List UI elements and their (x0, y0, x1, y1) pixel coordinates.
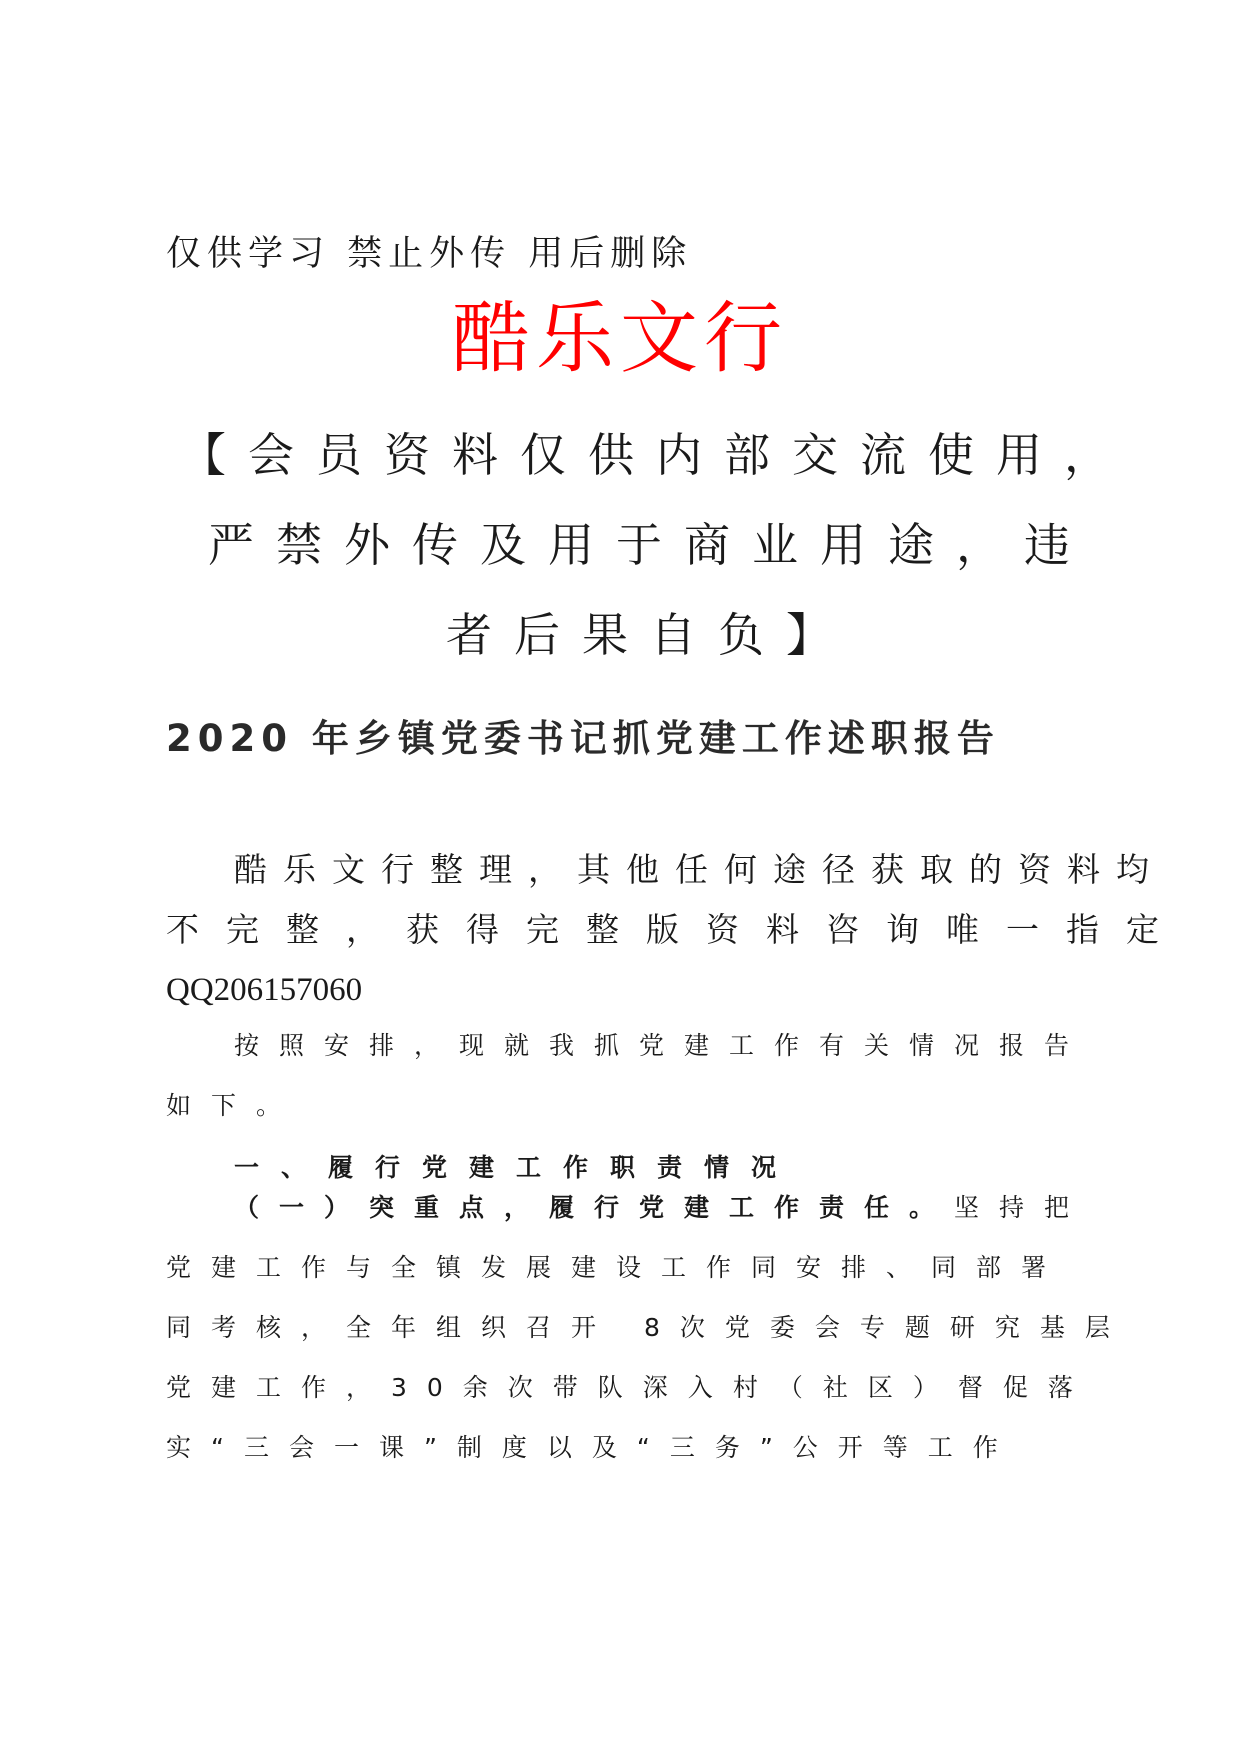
section-line-3: 同考核，全年组织召开 8次党委会专题研究基层 (166, 1313, 1130, 1342)
qq-contact: QQ206157060 (166, 972, 363, 1008)
member-notice-line-2: 严禁外传及用于商业用途，违 (208, 518, 1092, 572)
section-line-4: 党建工作，30余次带队深入村（社区）督促落 (166, 1373, 1093, 1402)
member-notice-line-3: 者后果自负】 (446, 608, 854, 662)
sub-heading: （一）突重点，履行党建工作责任。 (234, 1193, 955, 1222)
section-heading: 一、履行党建工作职责情况 (234, 1153, 799, 1182)
section-line-2: 党建工作与全镇发展建设工作同安排、同部署 (166, 1253, 1067, 1282)
brand-title: 酷乐文行 (451, 294, 788, 384)
intro-line-2: 如下。 (166, 1091, 302, 1120)
lead-paragraph (166, 840, 1186, 1020)
section-line-1 (166, 1178, 1090, 1238)
lead-line-2: 不完整，获得完整版资料咨询唯一指定 (166, 910, 1186, 949)
section-line-1-rest: 坚持把 (954, 1193, 1090, 1222)
intro-paragraph (166, 1016, 1090, 1136)
member-notice (180, 410, 1132, 680)
document-title: 2020 年乡镇党委书记抓党建工作述职报告 (166, 717, 1000, 760)
usage-notice: 仅供学习 禁止外传 用后删除 (166, 234, 693, 274)
member-notice-line-1: 【会员资料仅供内部交流使用， (180, 428, 1132, 482)
section-paragraph (166, 1178, 1130, 1478)
section-line-5: 实“三会一课”制度以及“三务”公开等工作 (166, 1433, 1018, 1462)
intro-line-1: 按照安排，现就我抓党建工作有关情况报告 (234, 1031, 1090, 1060)
lead-line-1: 酷乐文行整理，其他任何途径获取的资料均 (234, 850, 1165, 889)
